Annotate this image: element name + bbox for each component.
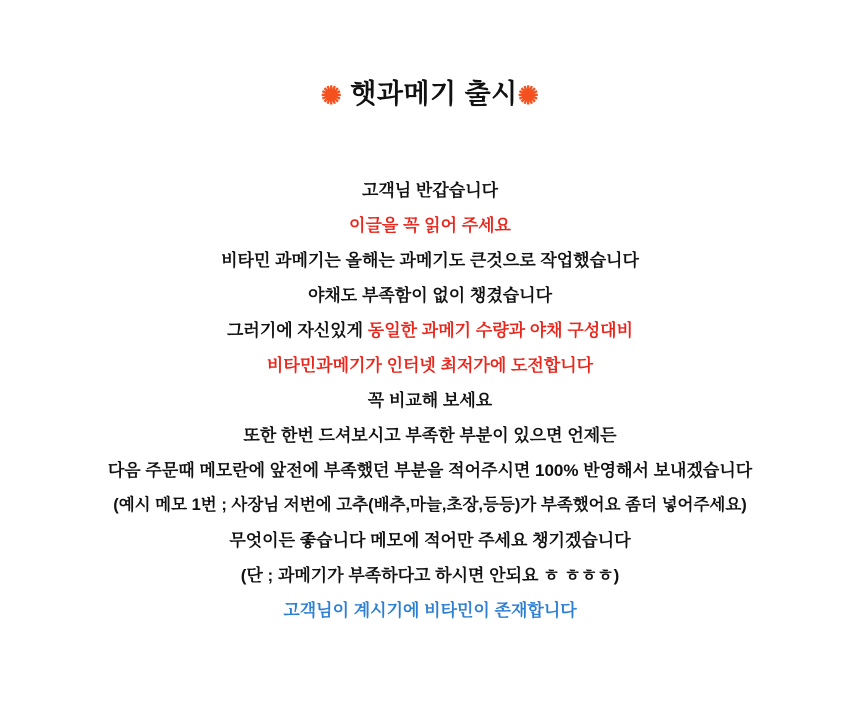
- confidence-notice-part-highlight: 동일한 과메기 수량과 야채 구성대비: [367, 321, 634, 340]
- notice-body: [0, 173, 860, 628]
- notice-line-memo-example: (예시 메모 1번 ; 사장님 저번에 고추(배추,마늘,초장,등등)가 부족했어요 좀더 넣어주세요): [113, 496, 747, 514]
- sparkle-burst-icon-right: ✺: [517, 81, 540, 110]
- notice-line-closing-notice: 고객님이 계시기에 비타민이 존재합니다: [283, 601, 577, 620]
- sparkle-burst-icon-left: ✺: [320, 81, 343, 110]
- notice-line-memo-notice: 다음 주문때 메모란에 앞전에 부족했던 부분을 적어주시면 100% 반영해서 보내겠습니다: [107, 461, 753, 480]
- notice-line-feedback-notice: 또한 한번 드셔보시고 부족한 부분이 있으면 언제든: [243, 426, 617, 445]
- notice-line-size-notice: 비타민 과메기는 올해는 과메기도 큰것으로 작업했습니다: [221, 251, 639, 270]
- notice-line-greeting: 고객님 반갑습니다: [361, 181, 499, 200]
- notice-line-vegetable-notice: 야채도 부족함이 없이 챙겼습니다: [307, 286, 553, 305]
- confidence-notice-part-plain: 그러기에 자신있게: [226, 321, 368, 340]
- notice-line-read-notice: 이글을 꼭 읽어 주세요: [349, 216, 511, 235]
- notice-line-exception-notice: (단 ; 과메기가 부족하다고 하시면 안되요 ㅎ ㅎㅎㅎ): [240, 566, 620, 585]
- notice-line-confidence-notice: [0, 313, 860, 348]
- notice-line-compare-notice: 꼭 비교해 보세요: [367, 391, 493, 410]
- page-title-text: 햇과메기 출시: [350, 79, 518, 109]
- notice-line-anything-notice: 무엇이든 좋습니다 메모에 적어만 주세요 챙기겠습니다: [229, 531, 631, 550]
- notice-line-lowest-price: 비타민과메기가 인터넷 최저가에 도전합니다: [266, 356, 594, 375]
- page-title: [321, 72, 539, 111]
